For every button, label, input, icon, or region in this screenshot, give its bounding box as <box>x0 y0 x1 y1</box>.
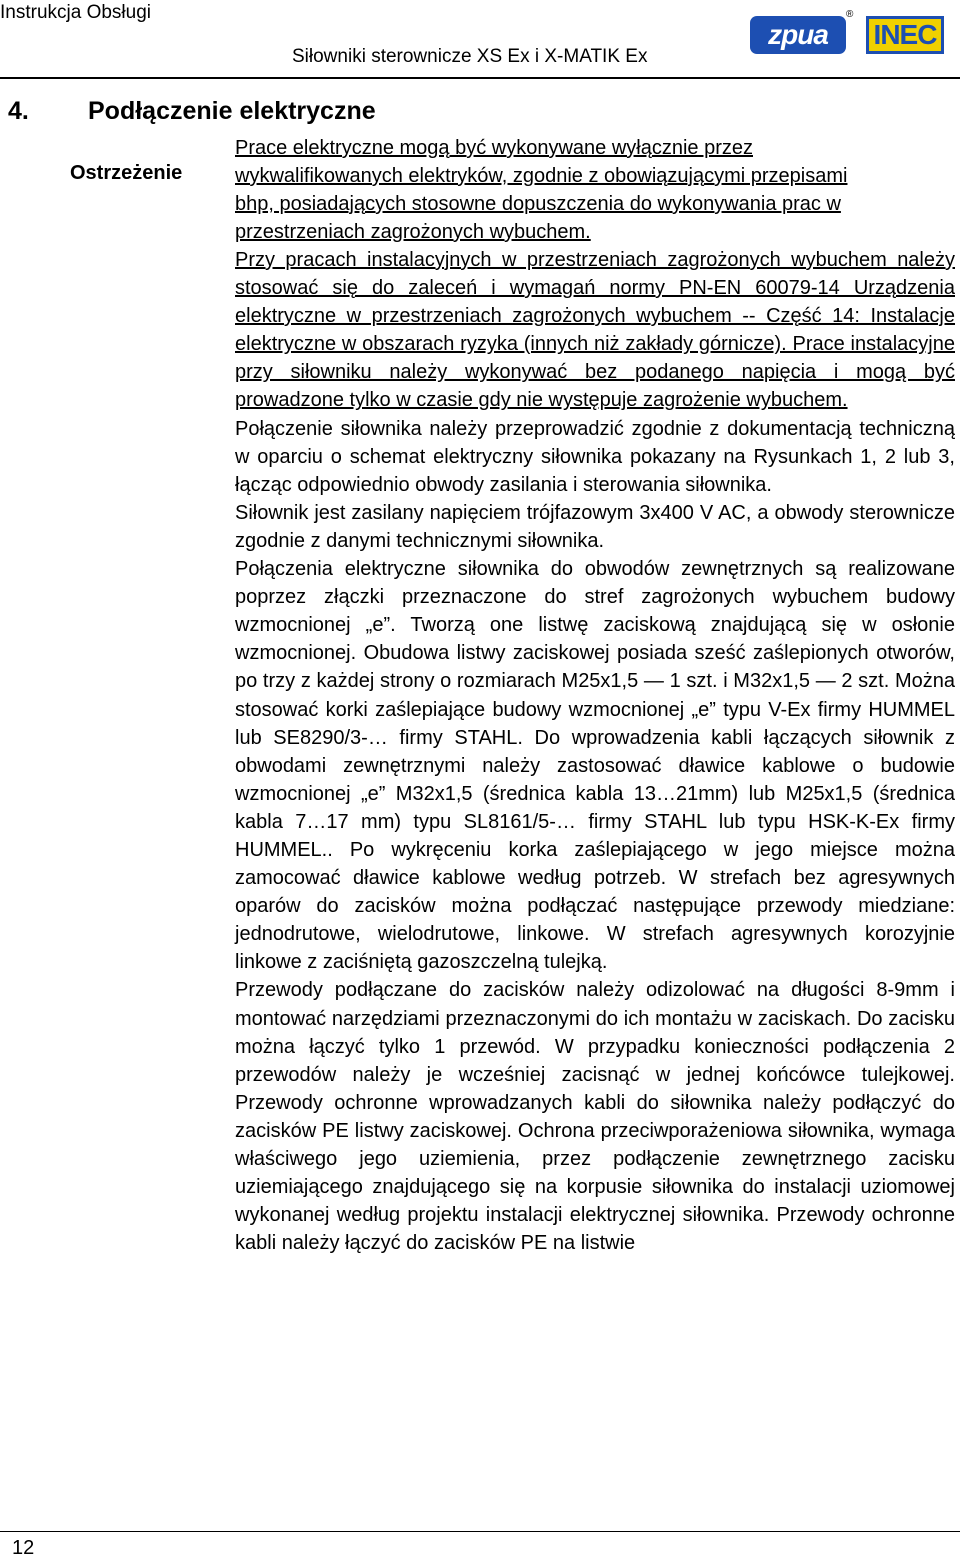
section-heading <box>0 97 376 126</box>
section-number: 4. <box>8 97 29 125</box>
paragraph-terminals: Połączenia elektryczne siłownika do obwodów zewnętrznych są realizowane poprzez złączki przeznaczone do stref zagrożonych wybuchem budowy wzmocnionej „e”. Tworzą one listwę zaciskową znajdującą się w osłonie wzmocnionej. Obudowa listwy zaciskowej posiada sześć zaślepionych otworów, po trzy z każdej strony o rozmiarach M25x1,5 — 1 szt. i M32x1,5 — 2 szt. Można stosować korki zaślepiające budowy wzmocnionej „e” typu V-Ex firmy HUMMEL lub SE8290/3-… firmy STAHL. Do wprowadzenia kabli łączących siłownik z obwodami zewnętrznymi należy zastosować dławice kablowe o budowie wzmocnionej „e” M32x1,5 (średnica kabla 13…21mm) lub M25x1,5 (średnica kabla 7…17 mm) typu SL8161/5-… firmy STAHL lub typu HSK-K-Ex firmy HUMMEL.. Po wykręceniu korka zaślepiającego w jego miejsce można zamocować dławice kablowe według potrzeb. W strefach bez agresywnych oparów do zacisków można podłączać następujące przewody miedziane: jednodrutowe, wielodrutowe, linkowe. W strefach agresywnych korozyjnie linkowe z zaciśniętą gazoszczelną tulejką. <box>235 558 955 974</box>
page-number: 12 <box>12 1537 35 1559</box>
inec-logo: INEC <box>866 16 944 54</box>
registered-mark: ® <box>846 9 854 20</box>
zpua-logo: zpua <box>750 16 846 54</box>
section-body <box>235 246 955 1257</box>
section-title: Podłączenie elektryczne <box>88 97 376 125</box>
footer-divider <box>0 1531 960 1532</box>
paragraph-safety: Przy pracach instalacyjnych w przestrzeniach zagrożonych wybuchem należy stosować się do zaleceń i wymagań normy PN-EN 60079-14 Urządzenia elektryczne w przestrzeniach zagrożonych wybuchem -- Część 14: Instalacje elektryczne w obszarach ryzyka (innych niż zakłady górnicze). Prace instalacyjne przy siłowniku należy wykonywać bez podanego napięcia i mogą być prowadzone tylko w czasie gdy nie występuje zagrożenie wybuchem. <box>235 249 955 412</box>
header-divider <box>0 77 960 79</box>
paragraph-wiring: Przewody podłączane do zacisków należy odizolować na długości 8-9mm i montować narzędziami przeznaczonymi do ich montażu w zaciskach. Do zacisku można łączyć tylko 1 przewód. W przypadku konieczności podłączenia 2 przewodów należy je wcześniej zacisnąć w jednej końcówce tulejkowej. Przewody ochronne wprowadzanych kabli do siłownika należy podłączyć do zacisków PE listwy zaciskowej. Ochrona przeciwporażeniowa siłownika, wymaga właściwego jego uziemienia, przez podłączenie zewnętrznego zacisku uziemiającego znajdującego się na korpusie siłownika do instalacji uziomowej wykonanej według projektu instalacji elektrycznej siłownika. Przewody ochronne kabli należy łączyć do zacisków PE na listwie <box>235 979 955 1255</box>
paragraph-connection: Połączenie siłownika należy przeprowadzić zgodnie z dokumentacją techniczną w oparciu o schemat elektryczny siłownika pokazany na Rysunkach 1, 2 lub 3, łącząc odpowiednio obwody zasilania i sterowania siłownika. <box>235 417 955 496</box>
product-name: Siłowniki sterownicze XS Ex i X-MATIK Ex <box>292 46 648 67</box>
warning-text: Prace elektryczne mogą być wykonywane wyłącznie przez wykwalifikowanych elektryków, zgodnie z obowiązującymi przepisami bhp, posiadających stosowne dopuszczenia do wykonywania prac w przestrzeniach zagrożonych wybuchem. <box>235 137 848 243</box>
paragraph-power-supply: Siłownik jest zasilany napięciem trójfazowym 3x400 V AC, a obwody sterownicze zgodnie z danymi technicznymi siłownika. <box>235 501 955 552</box>
document-title: Instrukcja Obsługi <box>0 2 152 23</box>
warning-label: Ostrzeżenie <box>70 162 183 184</box>
